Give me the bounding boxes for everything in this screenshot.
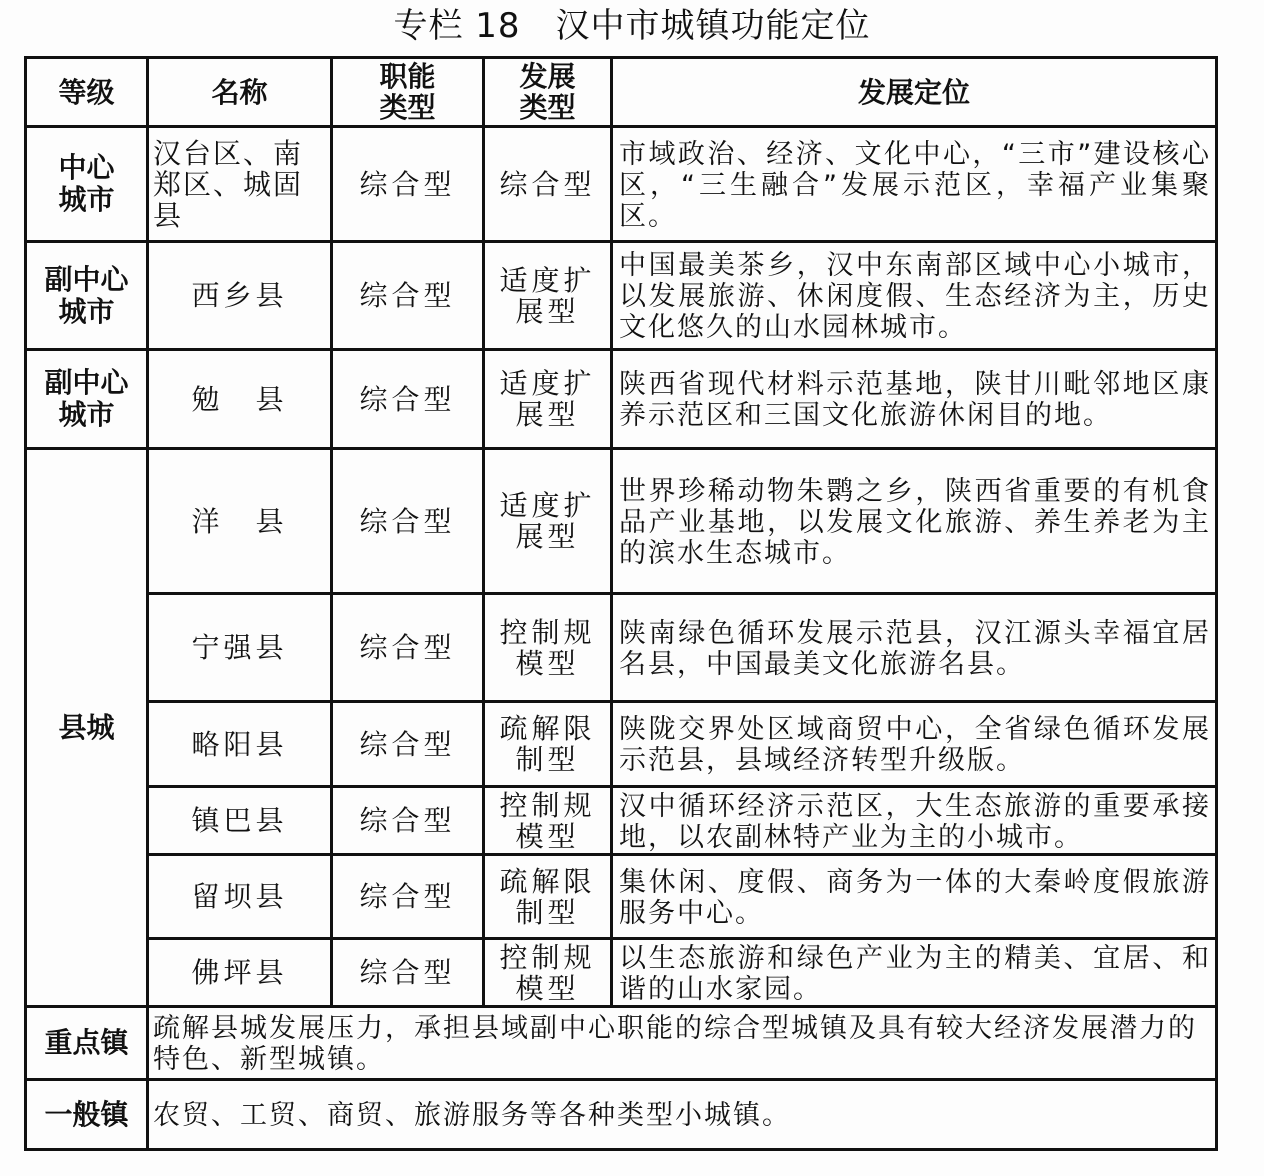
positioning-cell: 集休闲、度假、商务为一体的大秦岭度假旅游服务中心。 [612, 855, 1217, 939]
positioning-cell: 中国最美茶乡，汉中东南部区域中心小城市，以发展旅游、休闲度假、生态经济为主，历史文化悠久的山水园林城市。 [612, 242, 1217, 350]
name-cell: 宁强县 [148, 594, 332, 702]
header-grade: 等级 [26, 58, 148, 127]
grade-cell-county-group: 县城 [26, 449, 148, 1007]
grade-cell [26, 127, 148, 242]
town-description-cell: 农贸、工贸、商贸、旅游服务等各种类型小城镇。 [148, 1080, 1217, 1150]
name-cell: 勉 县 [148, 350, 332, 449]
development-type-label: 适度扩展型 [499, 367, 596, 431]
grade-label: 中心城市 [58, 151, 115, 216]
development-type-label: 控制规模型 [499, 788, 596, 853]
name-cell: 略阳县 [148, 702, 332, 787]
development-type-cell [484, 594, 612, 702]
grade-cell [26, 242, 148, 350]
development-type-label: 疏解限制型 [499, 864, 596, 929]
name-cell: 佛坪县 [148, 939, 332, 1007]
town-row [26, 1007, 1217, 1080]
development-type-label: 控制规模型 [499, 615, 596, 680]
development-type-cell [484, 449, 612, 594]
function-type-cell: 综合型 [332, 127, 484, 242]
grade-label: 副中心城市 [44, 262, 129, 328]
development-type-cell [484, 702, 612, 787]
function-type-cell: 综合型 [332, 787, 484, 855]
positioning-cell: 以生态旅游和绿色产业为主的精美、宜居、和谐的山水家园。 [612, 939, 1217, 1007]
function-type-cell: 综合型 [332, 702, 484, 787]
header-function-type [332, 58, 484, 127]
town-row [26, 1080, 1217, 1150]
table-row [26, 350, 1217, 449]
table-row [26, 855, 1217, 939]
development-type-cell [484, 242, 612, 350]
development-type-cell [484, 855, 612, 939]
table-row [26, 449, 1217, 594]
development-type-label: 适度扩展型 [499, 263, 596, 328]
town-description-cell: 疏解县城发展压力，承担县域副中心职能的综合型城镇及具有较大经济发展潜力的特色、新型城镇。 [148, 1007, 1217, 1080]
name-cell: 洋 县 [148, 449, 332, 594]
function-type-cell: 综合型 [332, 939, 484, 1007]
header-development-type-label: 发展类型 [519, 60, 576, 124]
table-row [26, 939, 1217, 1007]
function-type-cell: 综合型 [332, 855, 484, 939]
development-type-cell [484, 939, 612, 1007]
development-type-label: 控制规模型 [499, 940, 596, 1005]
positioning-cell: 市域政治、经济、文化中心，“三市”建设核心区，“三生融合”发展示范区，幸福产业集聚区。 [612, 127, 1217, 242]
header-positioning: 发展定位 [612, 58, 1217, 127]
name-cell: 西乡县 [148, 242, 332, 350]
town-grade-cell: 一般镇 [26, 1080, 148, 1150]
table-row [26, 702, 1217, 787]
grade-cell [26, 350, 148, 449]
development-type-cell [484, 787, 612, 855]
function-type-cell: 综合型 [332, 350, 484, 449]
town-function-table [24, 56, 1218, 1151]
table-row [26, 594, 1217, 702]
page-title: 专栏 18 汉中市城镇功能定位 [393, 6, 871, 46]
development-type-label: 适度扩展型 [499, 489, 596, 553]
name-cell: 汉台区、南郑区、城固县 [148, 127, 332, 242]
name-cell: 镇巴县 [148, 787, 332, 855]
function-type-cell: 综合型 [332, 594, 484, 702]
development-type-cell [484, 350, 612, 449]
positioning-cell: 汉中循环经济示范区，大生态旅游的重要承接地，以农副林特产业为主的小城市。 [612, 787, 1217, 855]
development-type-cell: 综合型 [484, 127, 612, 242]
name-cell: 留坝县 [148, 855, 332, 939]
development-type-label: 疏解限制型 [499, 712, 596, 776]
table-row [26, 127, 1217, 242]
table-row [26, 242, 1217, 350]
positioning-cell: 陕南绿色循环发展示范县，汉江源头幸福宜居名县，中国最美文化旅游名县。 [612, 594, 1217, 702]
positioning-cell: 陕陇交界处区域商贸中心，全省绿色循环发展示范县，县域经济转型升级版。 [612, 702, 1217, 787]
positioning-cell: 世界珍稀动物朱鹮之乡，陕西省重要的有机食品产业基地，以发展文化旅游、养生养老为主的滨水生态城市。 [612, 449, 1217, 594]
table-row [26, 787, 1217, 855]
table-header-row [26, 58, 1217, 127]
grade-label: 副中心城市 [44, 366, 129, 431]
positioning-cell: 陕西省现代材料示范基地，陕甘川毗邻地区康养示范区和三国文化旅游休闲目的地。 [612, 350, 1217, 449]
header-development-type [484, 58, 612, 127]
town-grade-cell: 重点镇 [26, 1007, 148, 1080]
header-name: 名称 [148, 58, 332, 127]
header-function-type-label: 职能类型 [379, 60, 436, 124]
function-type-cell: 综合型 [332, 242, 484, 350]
function-type-cell: 综合型 [332, 449, 484, 594]
